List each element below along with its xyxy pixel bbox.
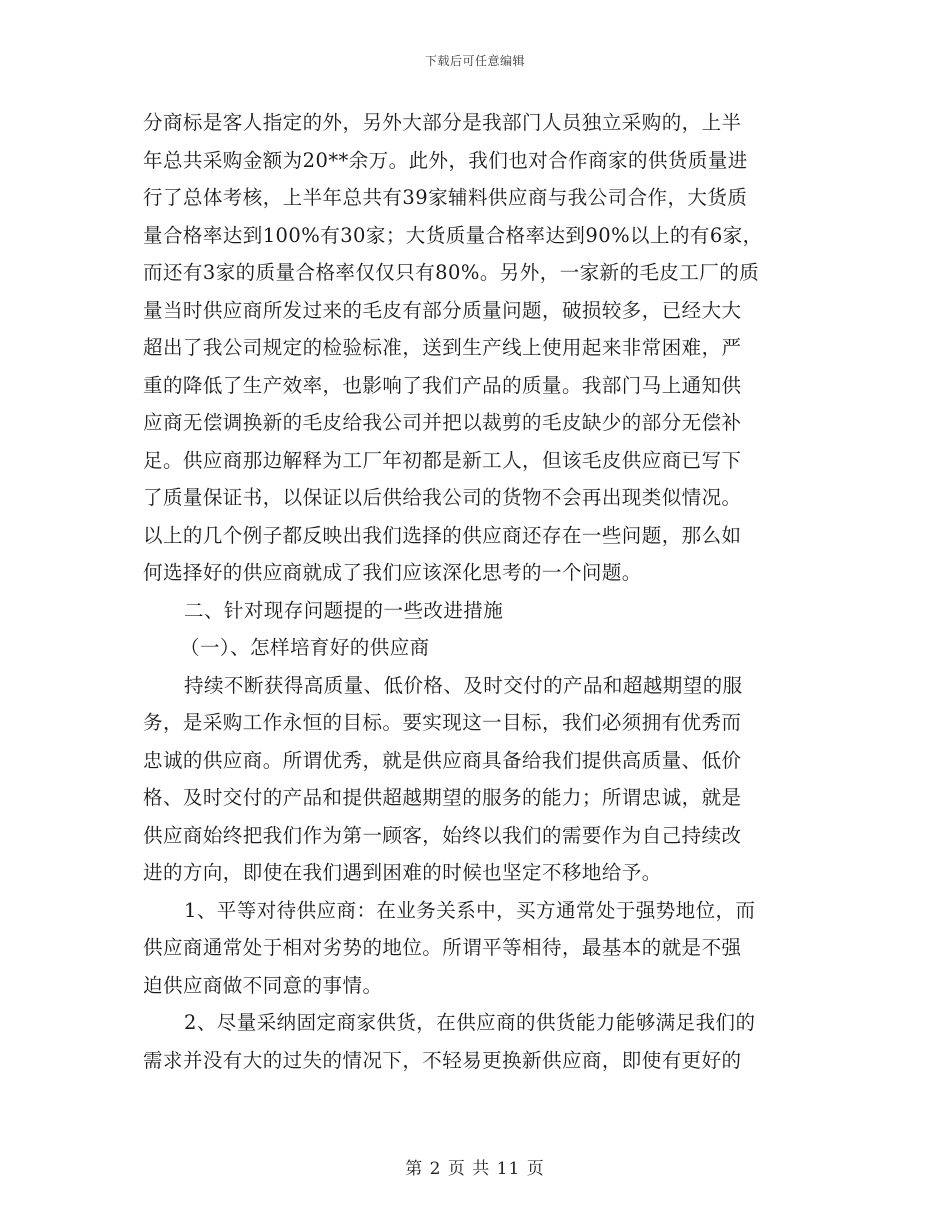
body-line: 年总共采购金额为20**余万。此外，我们也对合作商家的供货质量进	[143, 148, 748, 172]
page-number: 第 2 页 共 11 页	[405, 1159, 545, 1179]
body-line: 了质量保证书，以保证以后供给我公司的货物不会再出现类似情况。	[143, 486, 742, 509]
body-line: 而还有3家的质量合格率仅仅只有80%。另外，一家新的毛皮工厂的质	[143, 261, 760, 284]
body-line: 行了总体考核，上半年总共有39家辅料供应商与我公司合作，大货质	[143, 186, 748, 209]
section-heading: 二、针对现存问题提的一些改进措施	[184, 598, 504, 622]
body-line: 迫供应商做不同意的事情。	[143, 973, 383, 997]
body-line: 供应商始终把我们作为第一顾客，始终以我们的需要作为自己持续改	[143, 823, 742, 847]
body-line: 供应商通常处于相对劣势的地位。所谓平等相待，最基本的就是不强	[143, 936, 742, 959]
page-header: 下载后可任意编辑	[424, 54, 525, 68]
body-line: 格、及时交付的产品和提供超越期望的服务的能力；所谓忠诚，就是	[143, 786, 742, 809]
body-line: 量合格率达到100%有30家；大货质量合格率达到90%以上的有6家，	[143, 223, 763, 247]
body-line: 忠诚的供应商。所谓优秀，就是供应商具备给我们提供高质量、低价	[143, 748, 742, 772]
body-line: 务，是采购工作永恒的目标。要实现这一目标，我们必须拥有优秀而	[143, 711, 742, 734]
body-line: 以上的几个例子都反映出我们选择的供应商还存在一些问题，那么如	[143, 523, 742, 547]
list-item: 2、尽量采纳固定商家供货，在供应商的供货能力能够满足我们的	[184, 1011, 756, 1034]
body-line: 量当时供应商所发过来的毛皮有部分质量问题，破损较多，已经大大	[143, 298, 742, 322]
body-line: 需求并没有大的过失的情况下，不轻易更换新供应商，即使有更好的	[143, 1048, 742, 1072]
body-line: 何选择好的供应商就成了我们应该深化思考的一个问题。	[143, 561, 642, 584]
body-line: 应商无偿调换新的毛皮给我公司并把以裁剪的毛皮缺少的部分无偿补	[143, 411, 742, 434]
subsection-heading: （一）、怎样培育好的供应商	[180, 636, 430, 659]
body-line: 分商标是客人指定的外，另外大部分是我部门人员独立采购的，上半	[143, 111, 742, 134]
document-body	[143, 104, 808, 1079]
body-line: 足。供应商那边解释为工厂年初都是新工人，但该毛皮供应商已写下	[143, 448, 742, 472]
body-line: 超出了我公司规定的检验标准，送到生产线上使用起来非常困难，严	[143, 336, 742, 359]
body-line: 进的方向，即使在我们遇到困难的时候也坚定不移地给予。	[143, 861, 662, 884]
body-line: 重的降低了生产效率，也影响了我们产品的质量。我部门马上通知供	[143, 373, 742, 397]
list-item: 1、平等对待供应商：在业务关系中，买方通常处于强势地位，而	[184, 898, 756, 922]
body-line: 持续不断获得高质量、低价格、及时交付的产品和超越期望的服	[184, 673, 743, 697]
